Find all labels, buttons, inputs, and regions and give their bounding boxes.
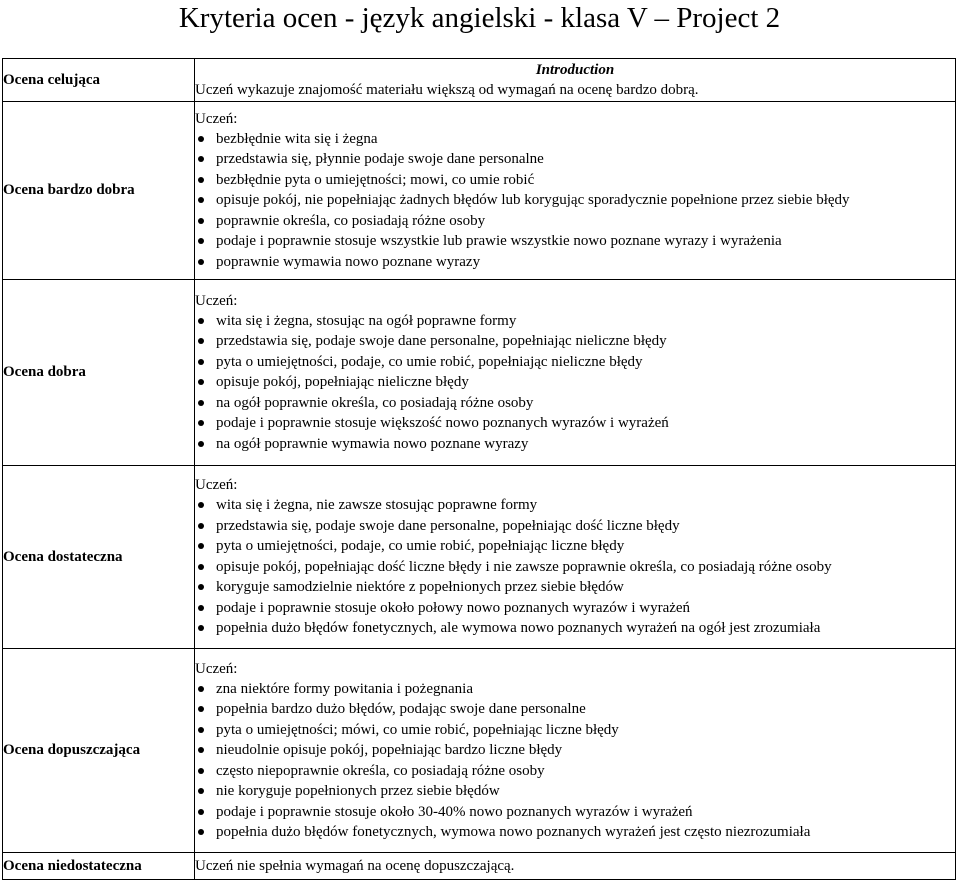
grade-label: Ocena bardzo dobra [3,182,135,198]
table-row-dostateczna [3,466,956,649]
criteria-list [195,495,955,639]
criteria-intro: Uczeń: [195,110,238,127]
grade-label: Ocena niedostateczna [3,857,142,874]
list-item: przedstawia się, podaje swoje dane personalne, popełniając nieliczne błędy [195,331,955,352]
content-cell-dostateczna [195,466,956,649]
list-item: przedstawia się, płynnie podaje swoje dane personalne [195,149,955,170]
content-cell-bardzo-dobra [195,102,956,280]
criteria-list [195,129,955,273]
list-item: popełnia bardzo dużo błędów, podając swoje dane personalne [195,699,955,720]
list-item: popełnia dużo błędów fonetycznych, wymowa nowo poznanych wyrażeń jest często niezrozumiała [195,822,955,843]
grade-cell-dopuszczajaca [3,649,195,853]
grade-cell-bardzo-dobra [3,102,195,280]
grade-cell-dobra [3,280,195,466]
list-item: wita się i żegna, nie zawsze stosując poprawne formy [195,495,955,516]
criteria-intro: Uczeń: [195,292,238,309]
list-item: bezbłędnie pyta o umiejętności; mowi, co umie robić [195,170,955,191]
criteria-table [2,58,956,880]
grade-label: Ocena dopuszczająca [3,742,141,758]
criteria-text: Uczeń wykazuje znajomość materiału większą od wymagań na ocenę bardzo dobrą. [195,82,699,98]
grade-label: Ocena dobra [3,364,86,380]
list-item: pyta o umiejętności, podaje, co umie robić, popełniając nieliczne błędy [195,352,955,373]
content-cell-dobra [195,280,956,466]
criteria-list [195,679,955,843]
content-cell-celujaca [195,59,956,102]
criteria-list [195,311,955,455]
list-item: często niepoprawnie określa, co posiadają różne osoby [195,761,955,782]
list-item: nieudolnie opisuje pokój, popełniając bardzo liczne błędy [195,740,955,761]
list-item: opisuje pokój, nie popełniając żadnych błędów lub korygując sporadycznie popełnione przez siebie błędy [195,190,955,211]
criteria-intro: Uczeń: [195,477,238,494]
list-item: popełnia dużo błędów fonetycznych, ale wymowa nowo poznanych wyrażeń na ogół jest zrozumiała [195,618,955,639]
list-item: podaje i poprawnie stosuje około 30-40% nowo poznanych wyrazów i wyrażeń [195,802,955,823]
list-item: przedstawia się, podaje swoje dane personalne, popełniając dość liczne błędy [195,516,955,537]
table-row-bardzo-dobra [3,102,956,280]
table-row-niedostateczna [3,853,956,880]
list-item: koryguje samodzielnie niektóre z popełnionych przez siebie błędów [195,577,955,598]
list-item: opisuje pokój, popełniając nieliczne błędy [195,372,955,393]
table-row-dobra [3,280,956,466]
list-item: nie koryguje popełnionych przez siebie błędów [195,781,955,802]
list-item: podaje i poprawnie stosuje wszystkie lub prawie wszystkie nowo poznane wyrazy i wyrażenia [195,231,955,252]
list-item: poprawnie wymawia nowo poznane wyrazy [195,252,955,273]
criteria-intro: Uczeń: [195,660,238,677]
section-heading: Introduction [535,62,615,78]
list-item: podaje i poprawnie stosuje około połowy nowo poznanych wyrazów i wyrażeń [195,598,955,619]
list-item: na ogół poprawnie określa, co posiadają różne osoby [195,393,955,414]
grade-label: Ocena dostateczna [3,548,123,565]
grade-cell-celujaca [3,59,195,102]
grade-cell-dostateczna [3,466,195,649]
grade-label: Ocena celująca [3,71,101,88]
criteria-text: Uczeń nie spełnia wymagań na ocenę dopuszczającą. [195,858,515,874]
grade-cell-niedostateczna [3,853,195,880]
list-item: wita się i żegna, stosując na ogół poprawne formy [195,311,955,332]
list-item: opisuje pokój, popełniając dość liczne błędy i nie zawsze poprawnie określa, co posiadają różne osoby [195,557,955,578]
table-row-celujaca [3,59,956,102]
list-item: bezbłędnie wita się i żegna [195,129,955,150]
list-item: pyta o umiejętności; mówi, co umie robić, popełniając liczne błędy [195,720,955,741]
list-item: zna niektóre formy powitania i pożegnania [195,679,955,700]
list-item: poprawnie określa, co posiadają różne osoby [195,211,955,232]
table-row-dopuszczajaca [3,649,956,853]
list-item: podaje i poprawnie stosuje większość nowo poznanych wyrazów i wyrażeń [195,413,955,434]
page-title: Kryteria ocen - język angielski - klasa V – Project 2 [178,2,781,34]
list-item: na ogół poprawnie wymawia nowo poznane wyrazy [195,434,955,455]
content-cell-niedostateczna [195,853,956,880]
content-cell-dopuszczajaca [195,649,956,853]
list-item: pyta o umiejętności, podaje, co umie robić, popełniając liczne błędy [195,536,955,557]
